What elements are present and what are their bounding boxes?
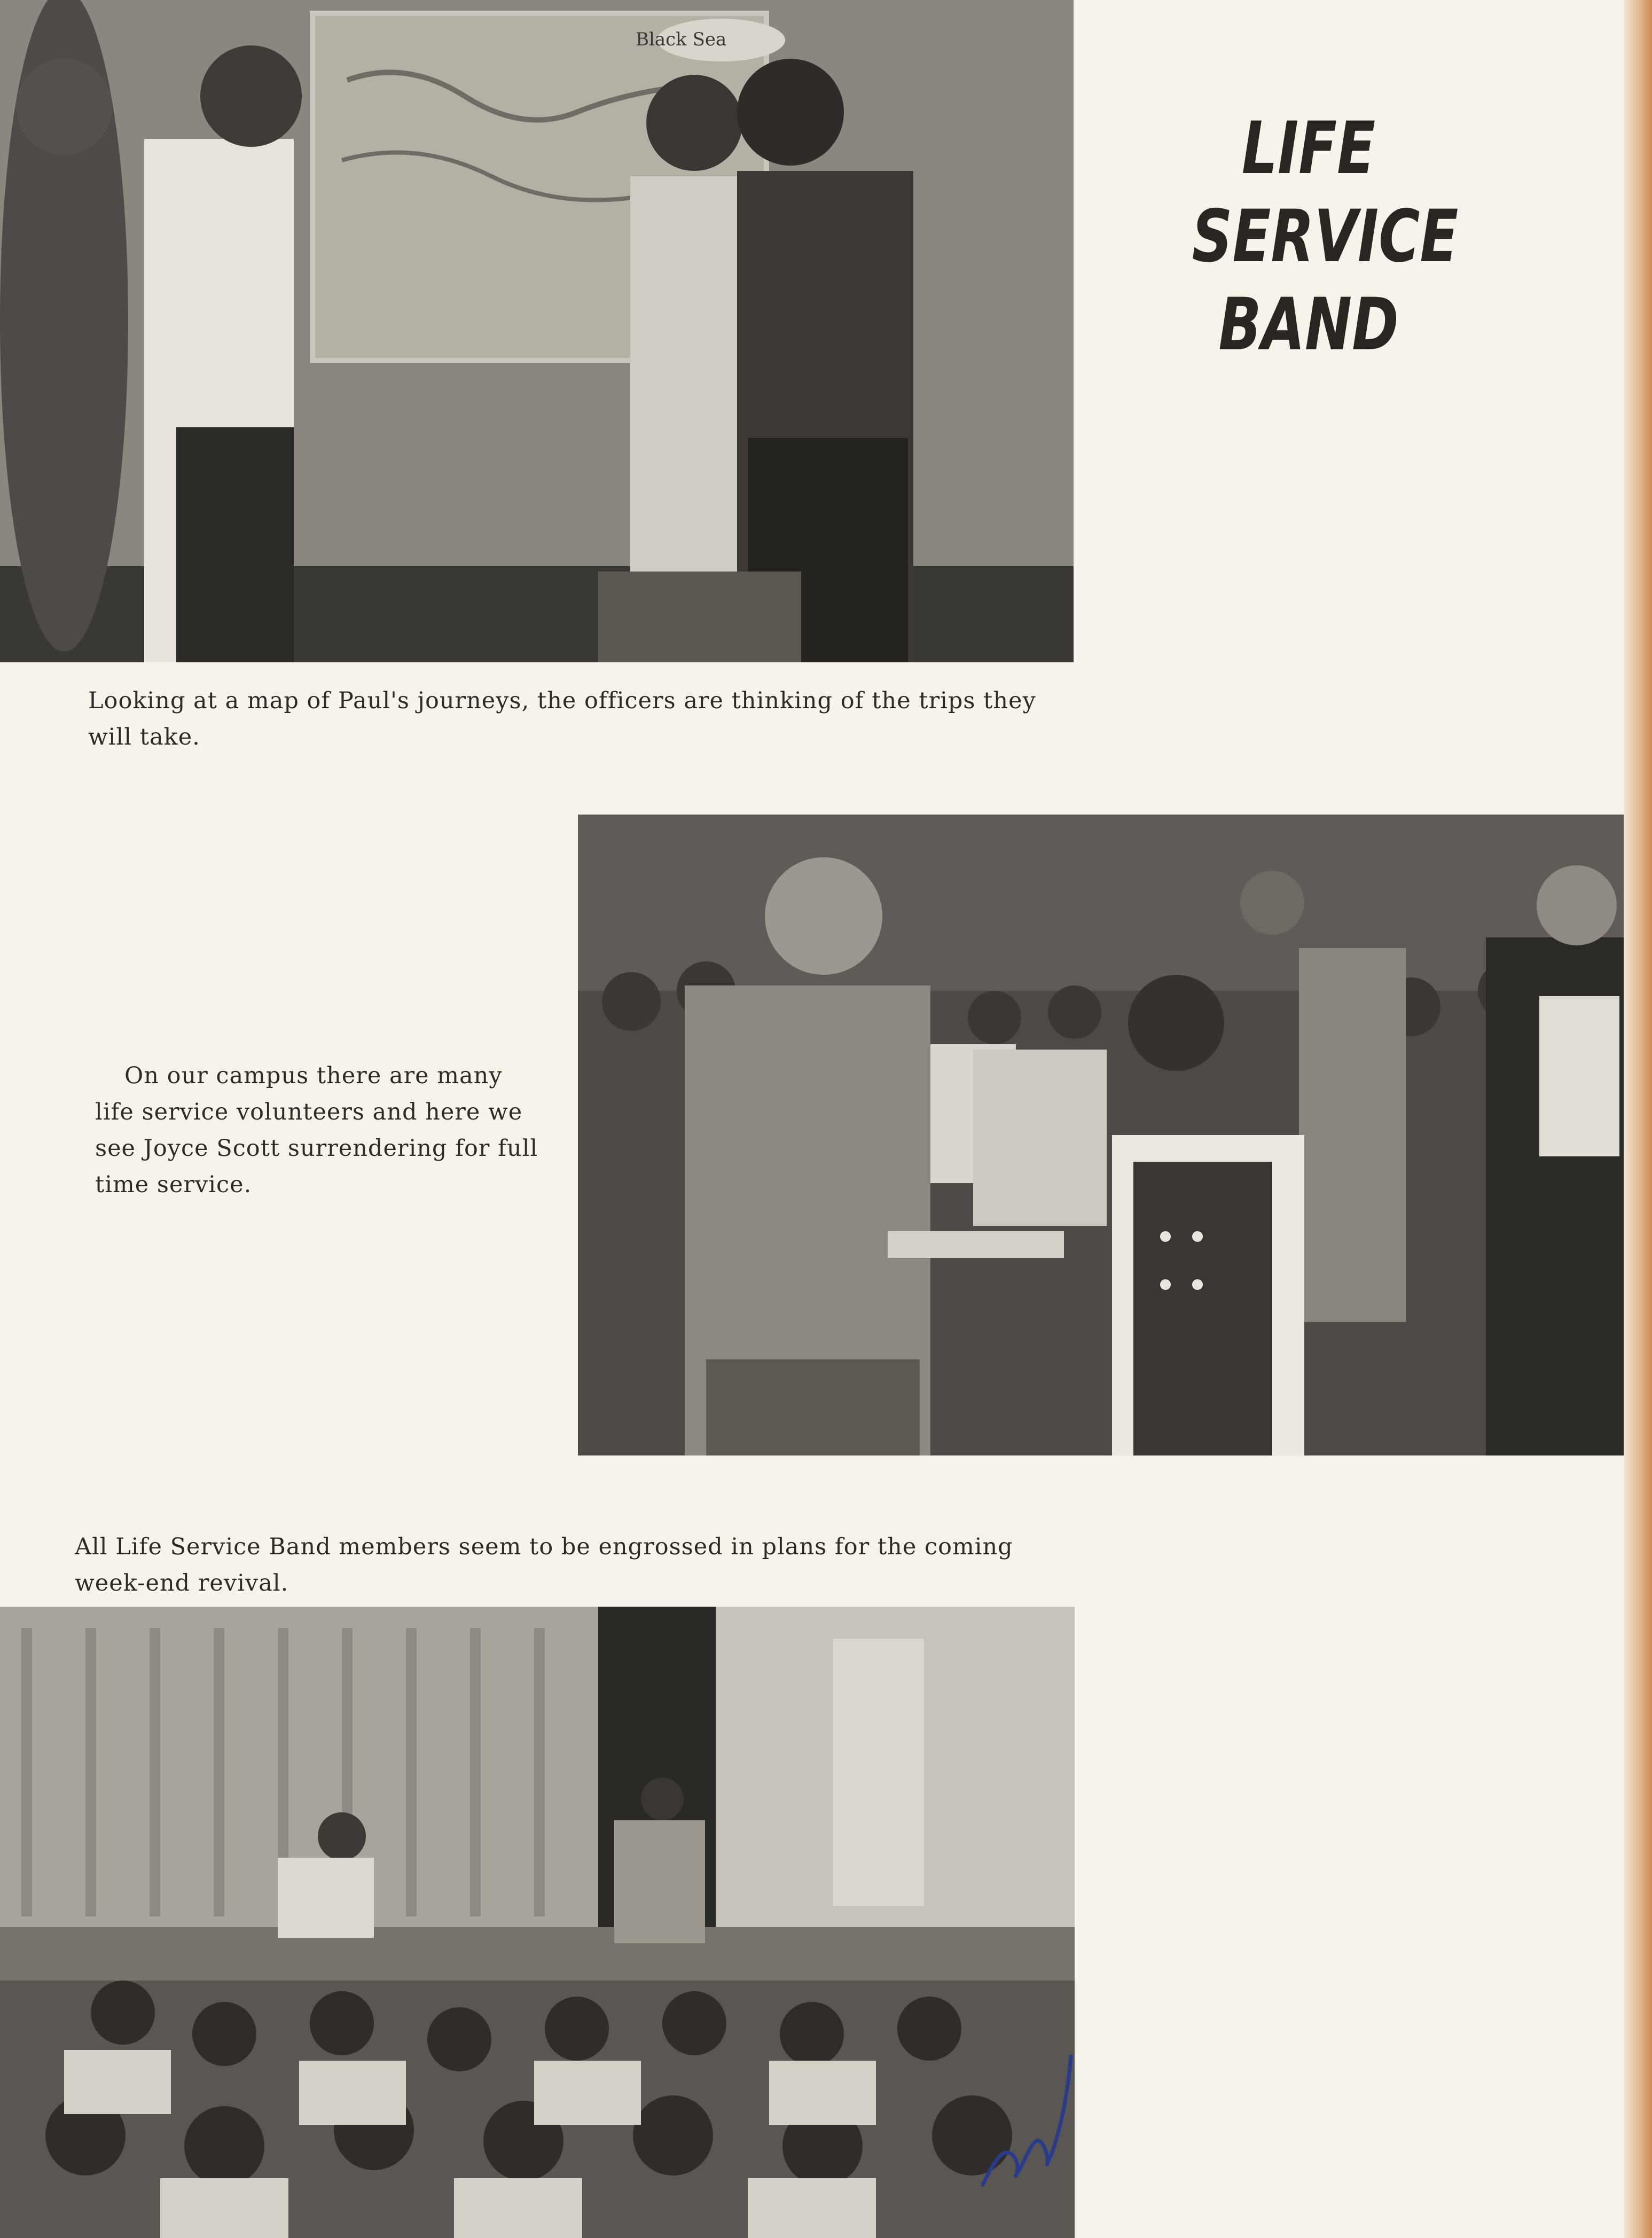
title-line-band: BAND (1218, 283, 1399, 366)
photo-joyce-scott-surrendering-image (578, 815, 1644, 1456)
title-line-service: SERVICE (1192, 194, 1459, 278)
caption-meeting-photo: All Life Service Band members seem to be engrossed in plans for the coming week-end revival. (75, 1533, 1013, 1597)
photo-joyce-scott-surrendering (578, 815, 1644, 1456)
photo-officers-at-map (0, 0, 1074, 662)
photo-officers-at-map-image (0, 0, 1074, 662)
map-label-black-sea: Black Sea (636, 29, 727, 50)
page-edge (1624, 0, 1652, 2238)
caption-surrender-photo: On our campus there are many life service volunteers and here we see Joyce Scott surrendering for full time service. (95, 1062, 538, 1198)
title-line-life: LIFE (1241, 106, 1376, 190)
photo-band-meeting (0, 1607, 1075, 2238)
photo-band-meeting-image (0, 1607, 1075, 2238)
pen-scribble (972, 2024, 1079, 2206)
page-title (1192, 104, 1459, 369)
caption-map-photo: Looking at a map of Paul's journeys, the officers are thinking of the trips they will take. (88, 687, 1036, 750)
